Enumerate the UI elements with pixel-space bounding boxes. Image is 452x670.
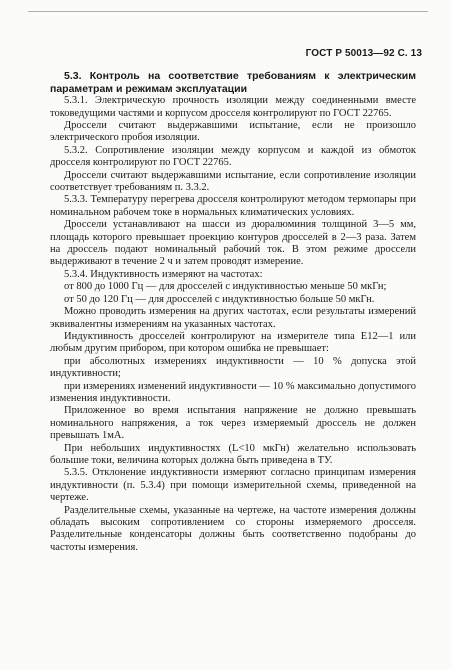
paragraph: Разделительные схемы, указанные на чертеже, на частоте измерения должны обладать высоким сопротивлением со стороны измеряемого дросселя. Разделительные конденсаторы должны быть соответственно подобраны до частоты измерения.: [50, 504, 416, 553]
paragraph: 5.3.2. Сопротивление изоляции между корпусом и каждой из обмоток дросселя контролируют по ГОСТ 22765.: [50, 144, 416, 169]
paragraph: при абсолютных измерениях индуктивности — 10 % допуска этой индуктивности;: [50, 355, 416, 380]
scan-edge-line: [28, 11, 428, 12]
paragraph: 5.3.4. Индуктивность измеряют на частотах:: [64, 268, 263, 280]
section-body: [50, 70, 416, 554]
paragraph: 5.3.3. Температуру перегрева дросселя контролируют методом термопары при номинальном рабочем токе в нормальных климатических условиях.: [50, 194, 416, 218]
paragraph: При небольших индуктивностях (L<10 мкГн) желательно использовать большие токи, величина которых должна быть приведена в ТУ.: [50, 442, 416, 466]
paragraph: Дроссели считают выдержавшими испытание, если не произошло электрического пробоя изоляции.: [50, 120, 416, 144]
paragraph: 5.3.1. Электрическую прочность изоляции между соединенными вместе токоведущими частями и корпусом дросселя контролируют по ГОСТ 22765.: [50, 95, 416, 119]
page-header: ГОСТ Р 50013—92 С. 13: [305, 48, 422, 59]
paragraph: Дроссели считают выдержавшими испытание, если сопротивление изоляции соответствует требованиям п. 3.3.2.: [50, 169, 416, 194]
paragraph: Можно проводить измерения на других частотах, если результаты измерений эквивалентны измерениям на указанных частотах.: [50, 306, 416, 330]
paragraph: при измерениях изменений индуктивности — 10 % максимально допустимого изменения индуктивности.: [50, 380, 416, 404]
paragraph: 5.3.5. Отклонение индуктивности измеряют согласно принципам измерения индуктивности (п. 5.3.4) при помощи измерительной схемы, приведенной на чертеже.: [50, 467, 416, 504]
paragraph: от 50 до 120 Гц — для дросселей с индуктивностью больше 50 мкГн.: [64, 293, 375, 305]
paragraph: от 800 до 1000 Гц — для дросселей с индуктивностью меньше 50 мкГн;: [64, 281, 387, 293]
paragraph: Приложенное во время испытания напряжение не должно превышать номинального напряжения, а ток через измеряемый дроссель не должен превышать 1мА.: [50, 405, 416, 442]
paragraph: Дроссели устанавливают на шасси из дюралюминия толщиной 3—5 мм, площадь которого превышает проекцию контуров дросселей в 2—3 раза. Затем на дроссель подают номинальный рабочий ток. В этом режиме дроссели выдерживают в течение 2 ч и затем проводят измерение.: [50, 219, 416, 268]
section-heading: 5.3. Контроль на соответствие требованиям к электрическим параметрам и режимам эксплуатации: [50, 70, 416, 95]
paragraph: Индуктивность дросселей контролируют на измерителе типа Е12—1 или любым другим прибором, при котором ошибка не превышает:: [50, 330, 416, 355]
